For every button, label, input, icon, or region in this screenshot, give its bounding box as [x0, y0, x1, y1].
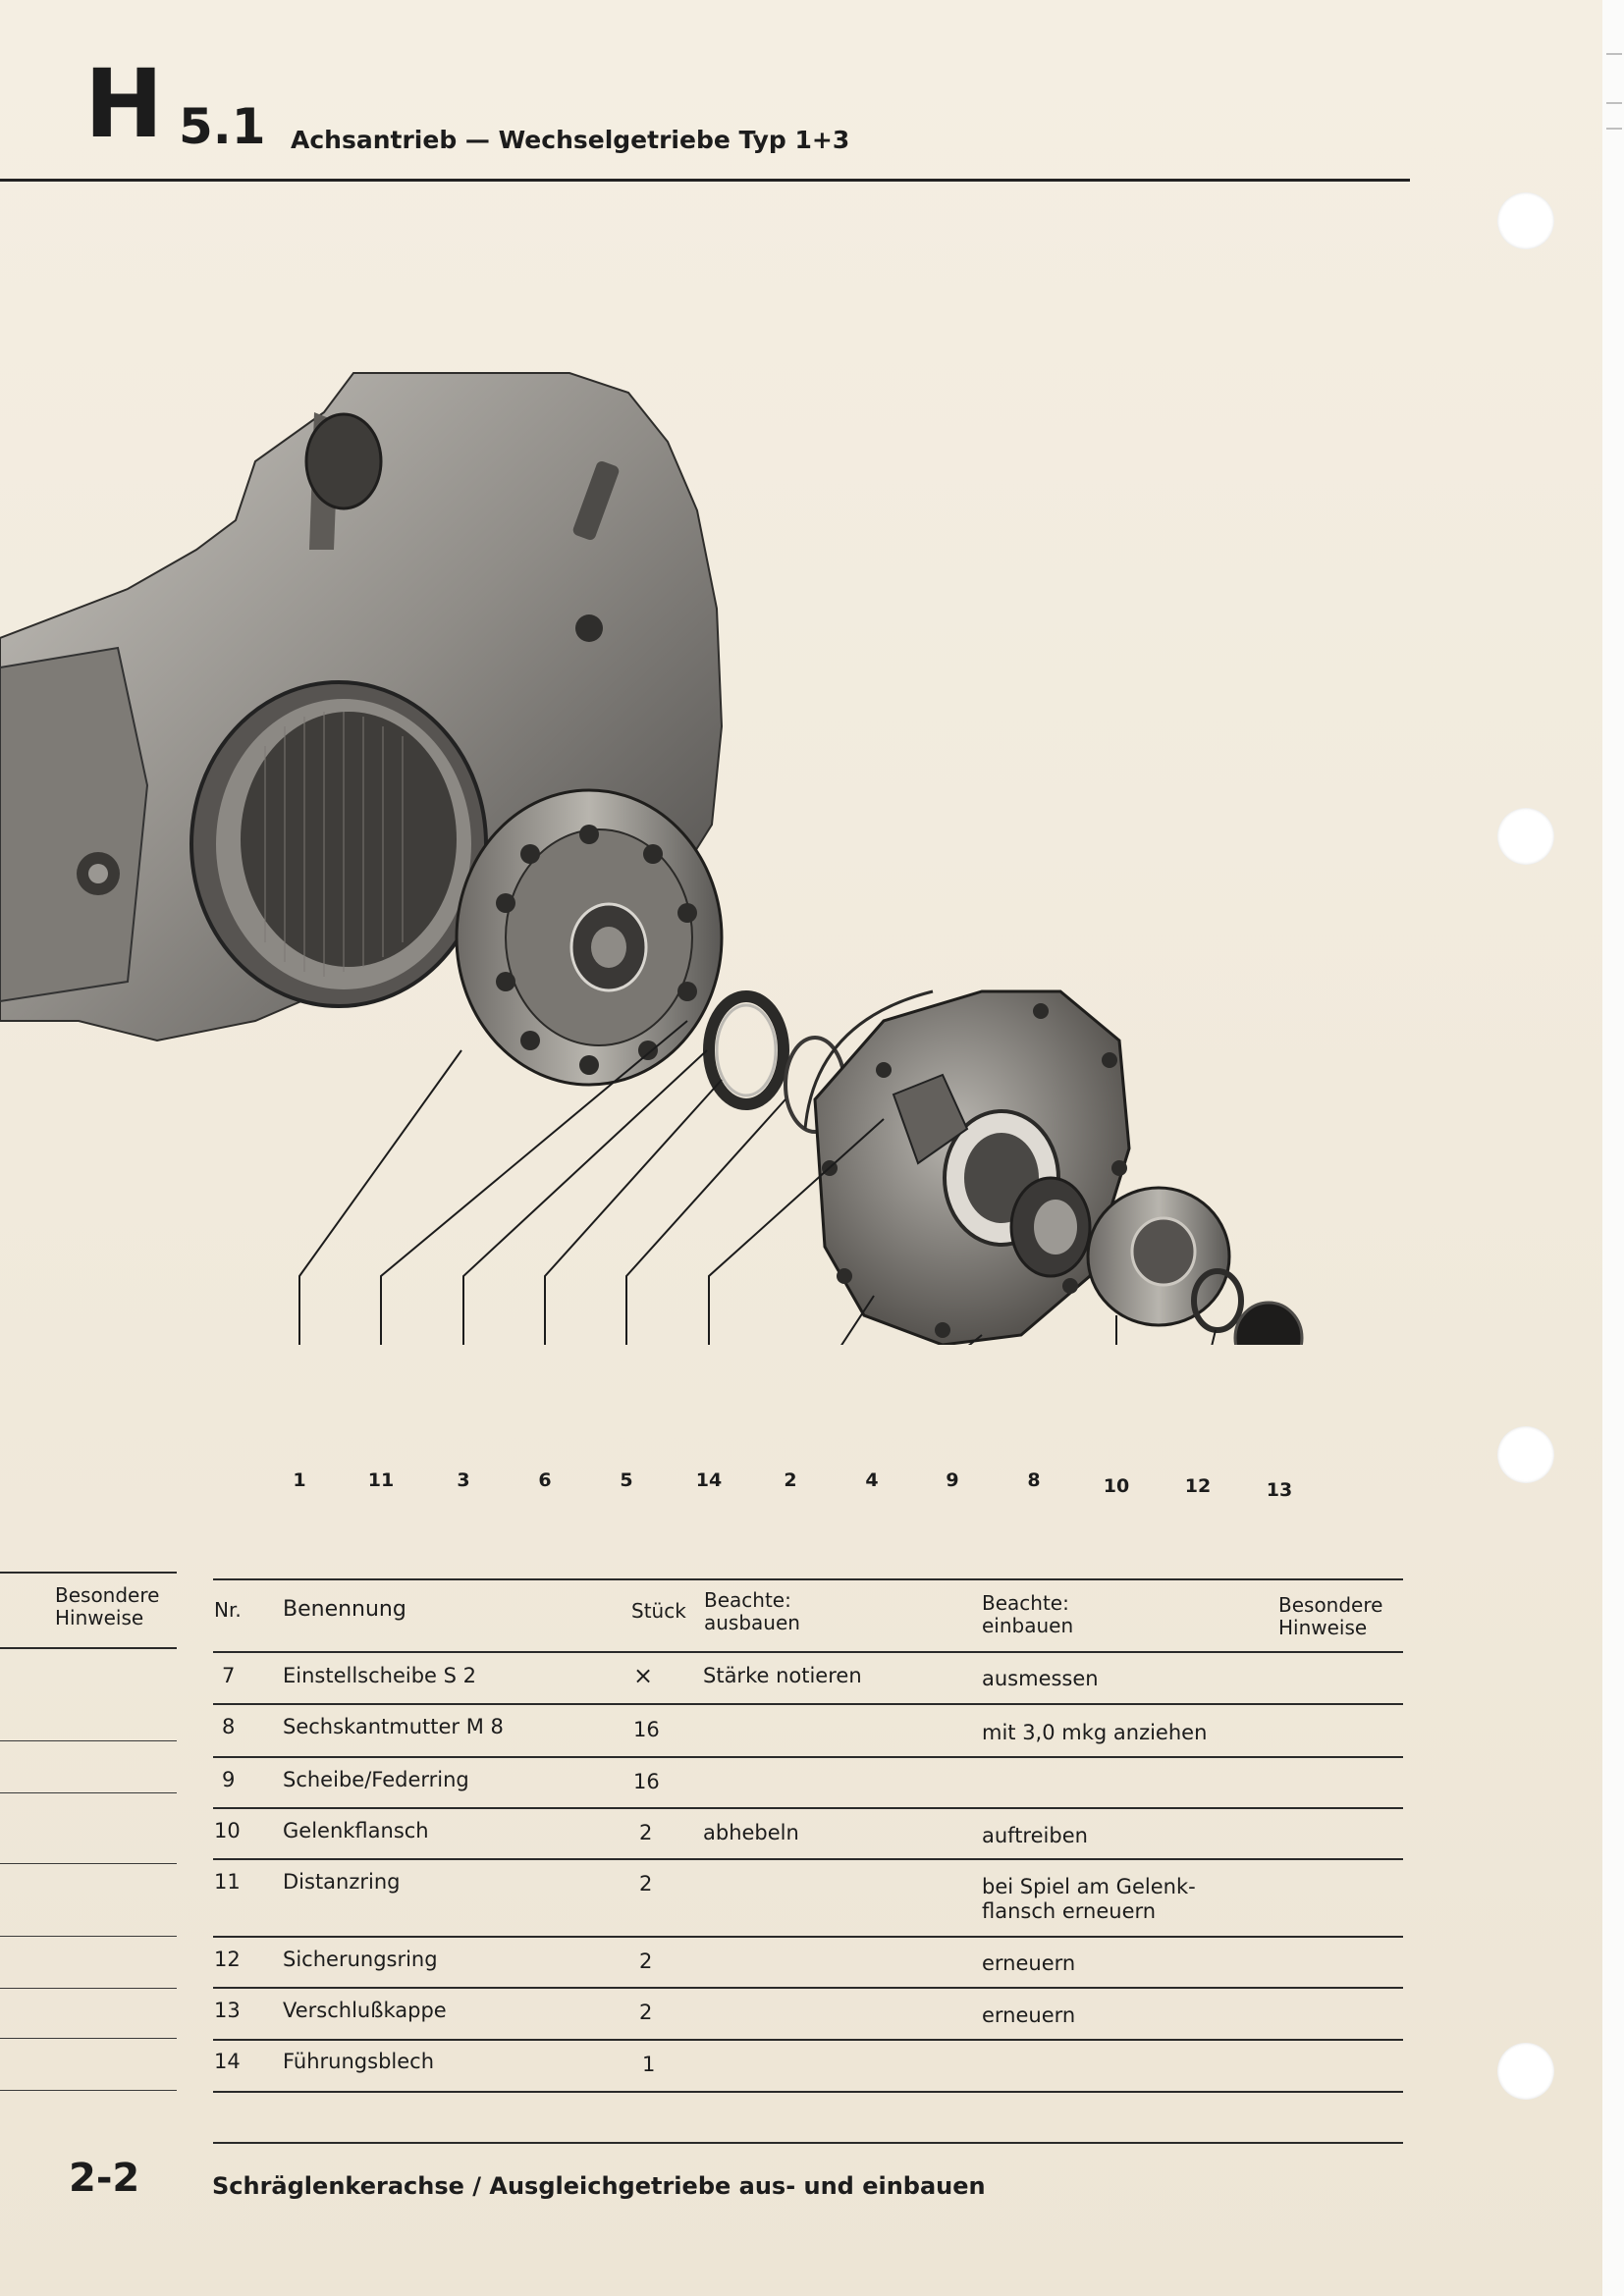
callout-label: 6	[538, 1469, 552, 1491]
row-name: Führungsblech	[283, 2050, 435, 2073]
row-einbauen: erneuern	[982, 1951, 1076, 1975]
row-qty: 2	[639, 1821, 653, 1844]
row-einbauen: mit 3,0 mkg anziehen	[982, 1721, 1208, 1744]
row-name: Gelenkflansch	[283, 1819, 429, 1842]
row-nr: 9	[222, 1768, 236, 1791]
row-einbauen: auftreiben	[982, 1824, 1088, 1847]
row-einbauen-line2: flansch erneuern	[982, 1899, 1157, 1923]
row-name: Scheibe/Federring	[283, 1768, 469, 1791]
row-name: Distanzring	[283, 1870, 401, 1894]
callout-label: 11	[367, 1469, 395, 1491]
callout-label: 14	[695, 1469, 723, 1491]
row-ausbauen: Stärke notieren	[703, 1664, 862, 1687]
row-qty: 2	[639, 2001, 653, 2024]
row-einbauen: ausmessen	[982, 1667, 1099, 1690]
row-qty: 2	[639, 1872, 653, 1896]
col-header-stueck: Stück	[631, 1599, 686, 1623]
col-header-benennung: Benennung	[283, 1597, 406, 1622]
punch-hole	[1497, 2043, 1554, 2100]
callout-label: 13	[1266, 1479, 1293, 1501]
col-header-ausbauen-line1: Beachte:	[704, 1588, 791, 1612]
callout-label: 10	[1103, 1475, 1130, 1497]
row-nr: 11	[214, 1870, 241, 1894]
row-name: Sicherungsring	[283, 1948, 438, 1971]
punch-hole	[1497, 192, 1554, 249]
page-title: Achsantrieb — Wechselgetriebe Typ 1+3	[291, 126, 850, 154]
row-nr: 13	[214, 1999, 241, 2022]
left-notes-header-line2: Hinweise	[55, 1606, 144, 1629]
page-edge	[1602, 0, 1624, 2296]
callout-label: 9	[946, 1469, 959, 1491]
row-nr: 10	[214, 1819, 241, 1842]
row-nr: 12	[214, 1948, 241, 1971]
header-rule	[0, 179, 1410, 182]
row-name: Einstellscheibe S 2	[283, 1664, 477, 1687]
row-nr: 7	[222, 1664, 236, 1687]
callout-label: 2	[784, 1469, 797, 1491]
callout-label: 5	[620, 1469, 633, 1491]
row-name: Verschlußkappe	[283, 1999, 447, 2022]
callout-label: 3	[457, 1469, 470, 1491]
col-header-einbauen-line2: einbauen	[982, 1614, 1074, 1637]
side-cover	[805, 991, 1129, 1345]
col-header-hinweise-line1: Besondere	[1278, 1593, 1383, 1617]
punch-hole	[1497, 808, 1554, 865]
punch-hole	[1497, 1426, 1554, 1483]
row-qty: 16	[633, 1718, 660, 1741]
row-ausbauen: abhebeln	[703, 1821, 799, 1844]
row-qty: 2	[639, 1949, 653, 1973]
row-qty: 1	[642, 2053, 656, 2076]
row-nr: 14	[214, 2050, 241, 2073]
col-header-ausbauen-line2: ausbauen	[704, 1611, 800, 1634]
row-einbauen: erneuern	[982, 2003, 1076, 2027]
callout-label: 1	[293, 1469, 306, 1491]
differential-assembly	[457, 790, 722, 1085]
section-letter: H	[84, 49, 164, 159]
row-qty: ×	[633, 1662, 654, 1689]
footer-title: Schräglenkerachse / Ausgleichgetriebe aus- und einbauen	[212, 2172, 986, 2200]
col-header-hinweise-line2: Hinweise	[1278, 1616, 1368, 1639]
section-number: 5.1	[179, 98, 266, 155]
row-qty: 16	[633, 1770, 660, 1793]
callout-label: 12	[1184, 1475, 1212, 1497]
exploded-view-illustration	[0, 353, 1316, 1345]
row-name: Sechskantmutter M 8	[283, 1715, 504, 1738]
row-einbauen-line1: bei Spiel am Gelenk-	[982, 1875, 1196, 1898]
callout-label: 4	[865, 1469, 879, 1491]
col-header-einbauen-line1: Beachte:	[982, 1591, 1069, 1615]
row-nr: 8	[222, 1715, 236, 1738]
col-header-nr: Nr.	[214, 1598, 242, 1622]
page-number: 2-2	[69, 2156, 140, 2201]
callout-label: 8	[1027, 1469, 1041, 1491]
left-notes-header-line1: Besondere	[55, 1583, 160, 1607]
